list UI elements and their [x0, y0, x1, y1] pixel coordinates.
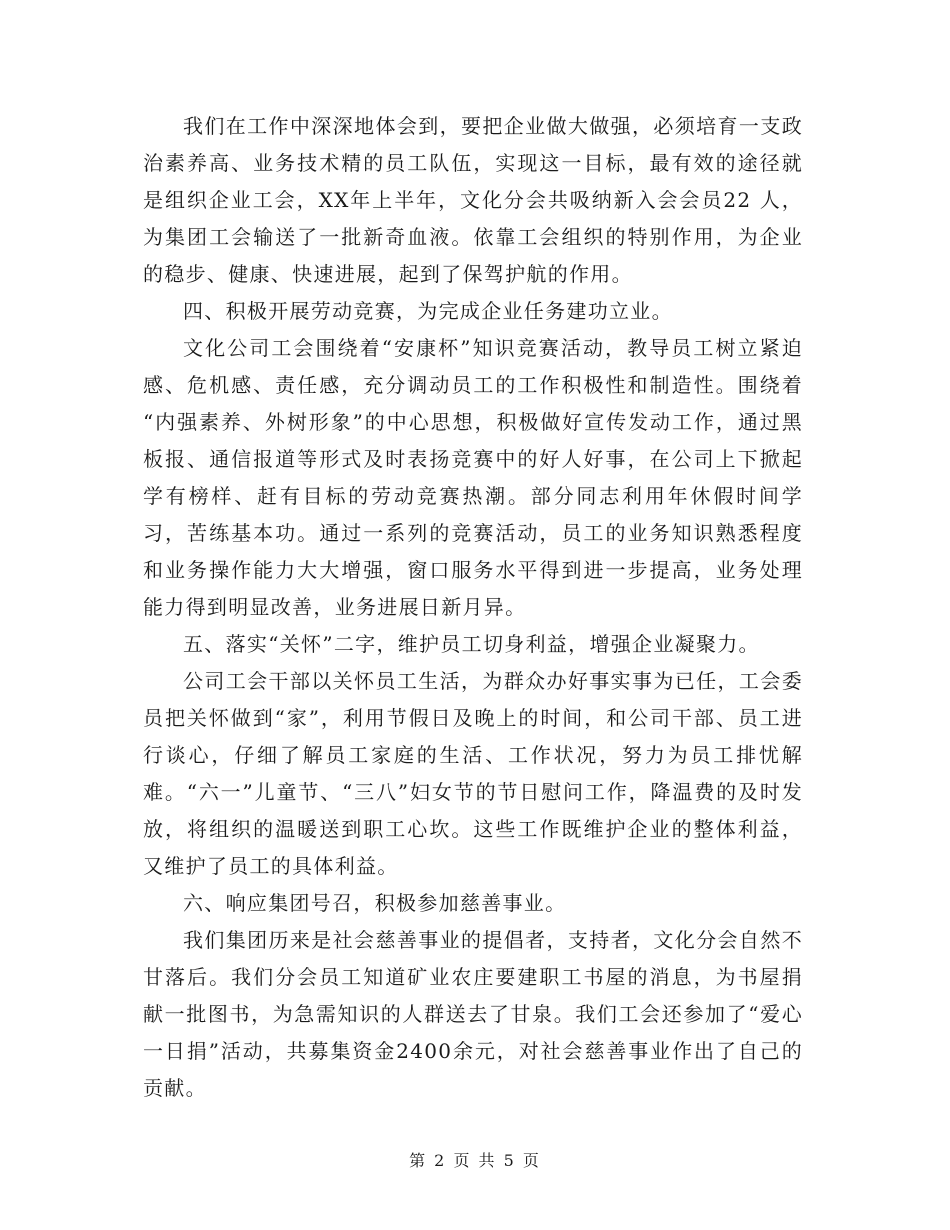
paragraph-union-recruitment: 我们在工作中深深地体会到，要把企业做大做强，必须培育一支政治素养高、业务技术精的员工队伍，实现这一目标，最有效的途径就是组织企业工会，XX年上半年，文化分会共吸纳新入会会员22 人，为集团工会输送了一批新奇血液。依靠工会组织的特别作用，为企业的稳步、健康、快速进展，起到了保驾护航的作用。: [143, 114, 803, 286]
page-number-footer: 第 2 页 共 5 页: [409, 1151, 541, 1170]
document-body: [143, 108, 803, 1107]
section-heading-six: 六、响应集团号召，积极参加慈善事业。: [183, 891, 567, 915]
section-heading-five: 五、落实“关怀”二字，维护员工切身利益，增强企业凝聚力。: [183, 632, 760, 656]
paragraph-employee-care: 公司工会干部以关怀员工生活，为群众办好事实事为已任，工会委员把关怀做到“家”，利用节假日及晚上的时间，和公司干部、员工进行谈心，仔细了解员工家庭的生活、工作状况，努力为员工排忧解难。“六一”儿童节、“三八”妇女节的节日慰问工作，降温费的及时发放，将组织的温暖送到职工心坎。这些工作既维护企业的整体利益，又维护了员工的具体利益。: [143, 669, 803, 878]
paragraph-charity: 我们集团历来是社会慈善事业的提倡者，支持者，文化分会自然不甘落后。我们分会员工知道矿业农庄要建职工书屋的消息，为书屋捐献一批图书，为急需知识的人群送去了甘泉。我们工会还参加了“爱心一日捐”活动，共募集资金2400余元，对社会慈善事业作出了自己的贡献。: [143, 928, 803, 1100]
paragraph-labor-competition: 文化公司工会围绕着“安康杯”知识竞赛活动，教导员工树立紧迫感、危机感、责任感，充分调动员工的工作积极性和制造性。围绕着 “内强素养、外树形象”的中心思想，积极做好宣传发动工作，通过黑板报、通信报道等形式及时表扬竞赛中的好人好事，在公司上下掀起学有榜样、赶有目标的劳动竞赛热潮。部分同志利用年休假时间学习，苦练基本功。通过一系列的竞赛活动，员工的业务知识熟悉程度和业务操作能力大大增强，窗口服务水平得到进一步提高，业务处理能力得到明显改善，业务进展日新月异。: [143, 336, 803, 619]
section-heading-four: 四、积极开展劳动竞赛，为完成企业任务建功立业。: [183, 299, 673, 323]
